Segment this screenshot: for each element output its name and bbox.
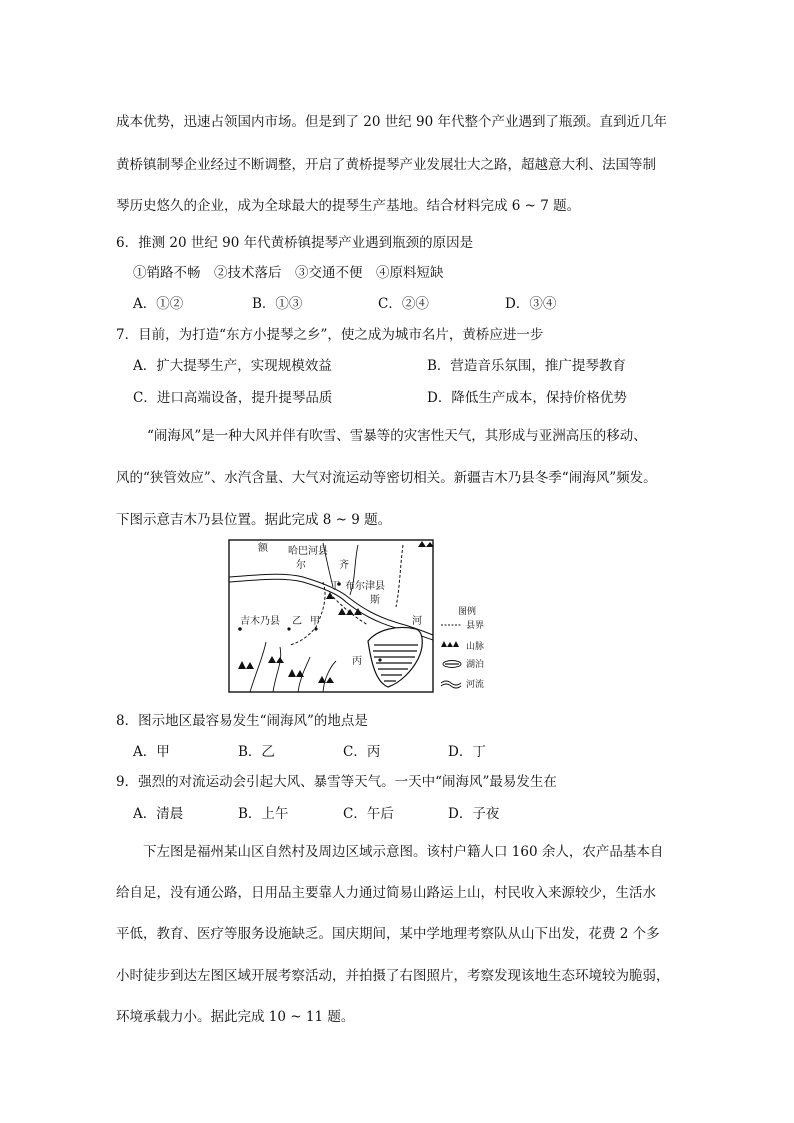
label-qi: 齐 bbox=[339, 560, 349, 571]
passage2-line3: 下图示意吉木乃县位置。据此完成 8 ~ 9 题。 bbox=[116, 512, 392, 528]
label-ding: 丁 bbox=[330, 581, 340, 592]
q6-option-d: D．③④ bbox=[505, 296, 557, 312]
legend-river: 河流 bbox=[466, 680, 485, 690]
label-he: 河 bbox=[412, 616, 422, 627]
passage1-line2: 黄桥镇制琴企业经过不断调整，开启了黄桥提琴产业发展壮大之路，超越意大利、法国等制 bbox=[116, 157, 656, 173]
q7-option-d: D．降低生产成本，保持价格优势 bbox=[427, 390, 627, 406]
label-jimunai: 吉木乃县 bbox=[240, 616, 280, 627]
legend-mountain: 山脉 bbox=[466, 642, 485, 652]
q9-option-a: A．清晨 bbox=[133, 806, 184, 822]
q8-stem: 8．图示地区最容易发生“闹海风”的地点是 bbox=[116, 713, 368, 729]
label-yi: 乙 bbox=[292, 616, 302, 627]
q6-items: ①销路不畅 ②技术落后 ③交通不便 ④原料短缺 bbox=[133, 265, 444, 281]
passage1-line1: 成本优势，迅速占领国内市场。但是到了 20 世纪 90 年代整个产业遇到了瓶颈。直到近几年 bbox=[116, 114, 668, 130]
label-buerjin: 布尔津县 bbox=[345, 581, 385, 592]
q8-option-a: A．甲 bbox=[133, 744, 170, 760]
label-si: 斯 bbox=[370, 595, 380, 606]
q8-option-d: D．丁 bbox=[448, 744, 486, 760]
q9-option-b: B．上午 bbox=[238, 806, 289, 822]
passage3-line3: 平低，教育、医疗等服务设施缺乏。国庆期间，某中学地理考察队从山下出发，花费 2 个多 bbox=[116, 926, 660, 942]
q7-option-b: B．营造音乐氛围，推广提琴教育 bbox=[427, 358, 626, 374]
q7-option-a: A．扩大提琴生产，实现规模效益 bbox=[133, 358, 332, 374]
q8-option-b: B．乙 bbox=[238, 744, 275, 760]
q9-stem: 9．强烈的对流运动会引起大风、暴雪等天气。一天中“闹海风”最易发生在 bbox=[116, 774, 557, 790]
label-er: 尔 bbox=[296, 560, 306, 571]
legend-title: 图例 bbox=[458, 607, 477, 617]
passage2-line1: “闹海风”是一种大风并伴有吹雪、雪暴等的灾害性天气，其形成与亚洲高压的移动、 bbox=[147, 428, 647, 444]
passage2-line2: 风的“狭管效应”、水汽含量、大气对流运动等密切相关。新疆吉木乃县冬季“闹海风”频发。 bbox=[116, 470, 657, 486]
q9-option-c: C．午后 bbox=[343, 806, 394, 822]
label-bing: 丙 bbox=[352, 656, 362, 667]
passage3-line2: 给自足，没有通公路，日用品主要靠人力通过简易山路运上山，村民收入来源较少，生活水 bbox=[116, 885, 656, 901]
jimunai-location-map bbox=[228, 537, 498, 697]
passage1-line3: 琴历史悠久的企业，成为全球最大的提琴生产基地。结合材料完成 6 ~ 7 题。 bbox=[116, 198, 581, 214]
passage3-line1: 下左图是福州某山区自然村及周边区域示意图。该村户籍人口 160 余人，农产品基本自 bbox=[143, 844, 664, 860]
q7-stem: 7．目前，为打造“东方小提琴之乡”，使之成为城市名片，黄桥应进一步 bbox=[116, 327, 544, 343]
q7-option-c: C．进口高端设备，提升提琴品质 bbox=[133, 390, 333, 406]
legend-lake: 湖泊 bbox=[466, 660, 485, 670]
label-e: 额 bbox=[258, 543, 268, 554]
q6-option-c: C．②④ bbox=[378, 296, 429, 312]
q8-option-c: C．丙 bbox=[343, 744, 381, 760]
map-legend bbox=[441, 605, 484, 690]
label-habahe: 哈巴河县 bbox=[288, 546, 328, 557]
q6-option-a: A．①② bbox=[133, 296, 184, 312]
passage3-line5: 环境承载力小。据此完成 10 ~ 11 题。 bbox=[116, 1009, 355, 1025]
legend-border: 县界 bbox=[466, 621, 485, 631]
q6-option-b: B．①③ bbox=[252, 296, 303, 312]
passage3-line4: 小时徒步到达左图区域开展考察活动，并拍摄了右图照片，考察发现该地生态环境较为脆弱， bbox=[116, 968, 670, 984]
label-jia: 甲 bbox=[310, 616, 320, 627]
q9-option-d: D．子夜 bbox=[448, 806, 500, 822]
q6-stem: 6．推测 20 世纪 90 年代黄桥镇提琴产业遇到瓶颈的原因是 bbox=[116, 235, 474, 251]
